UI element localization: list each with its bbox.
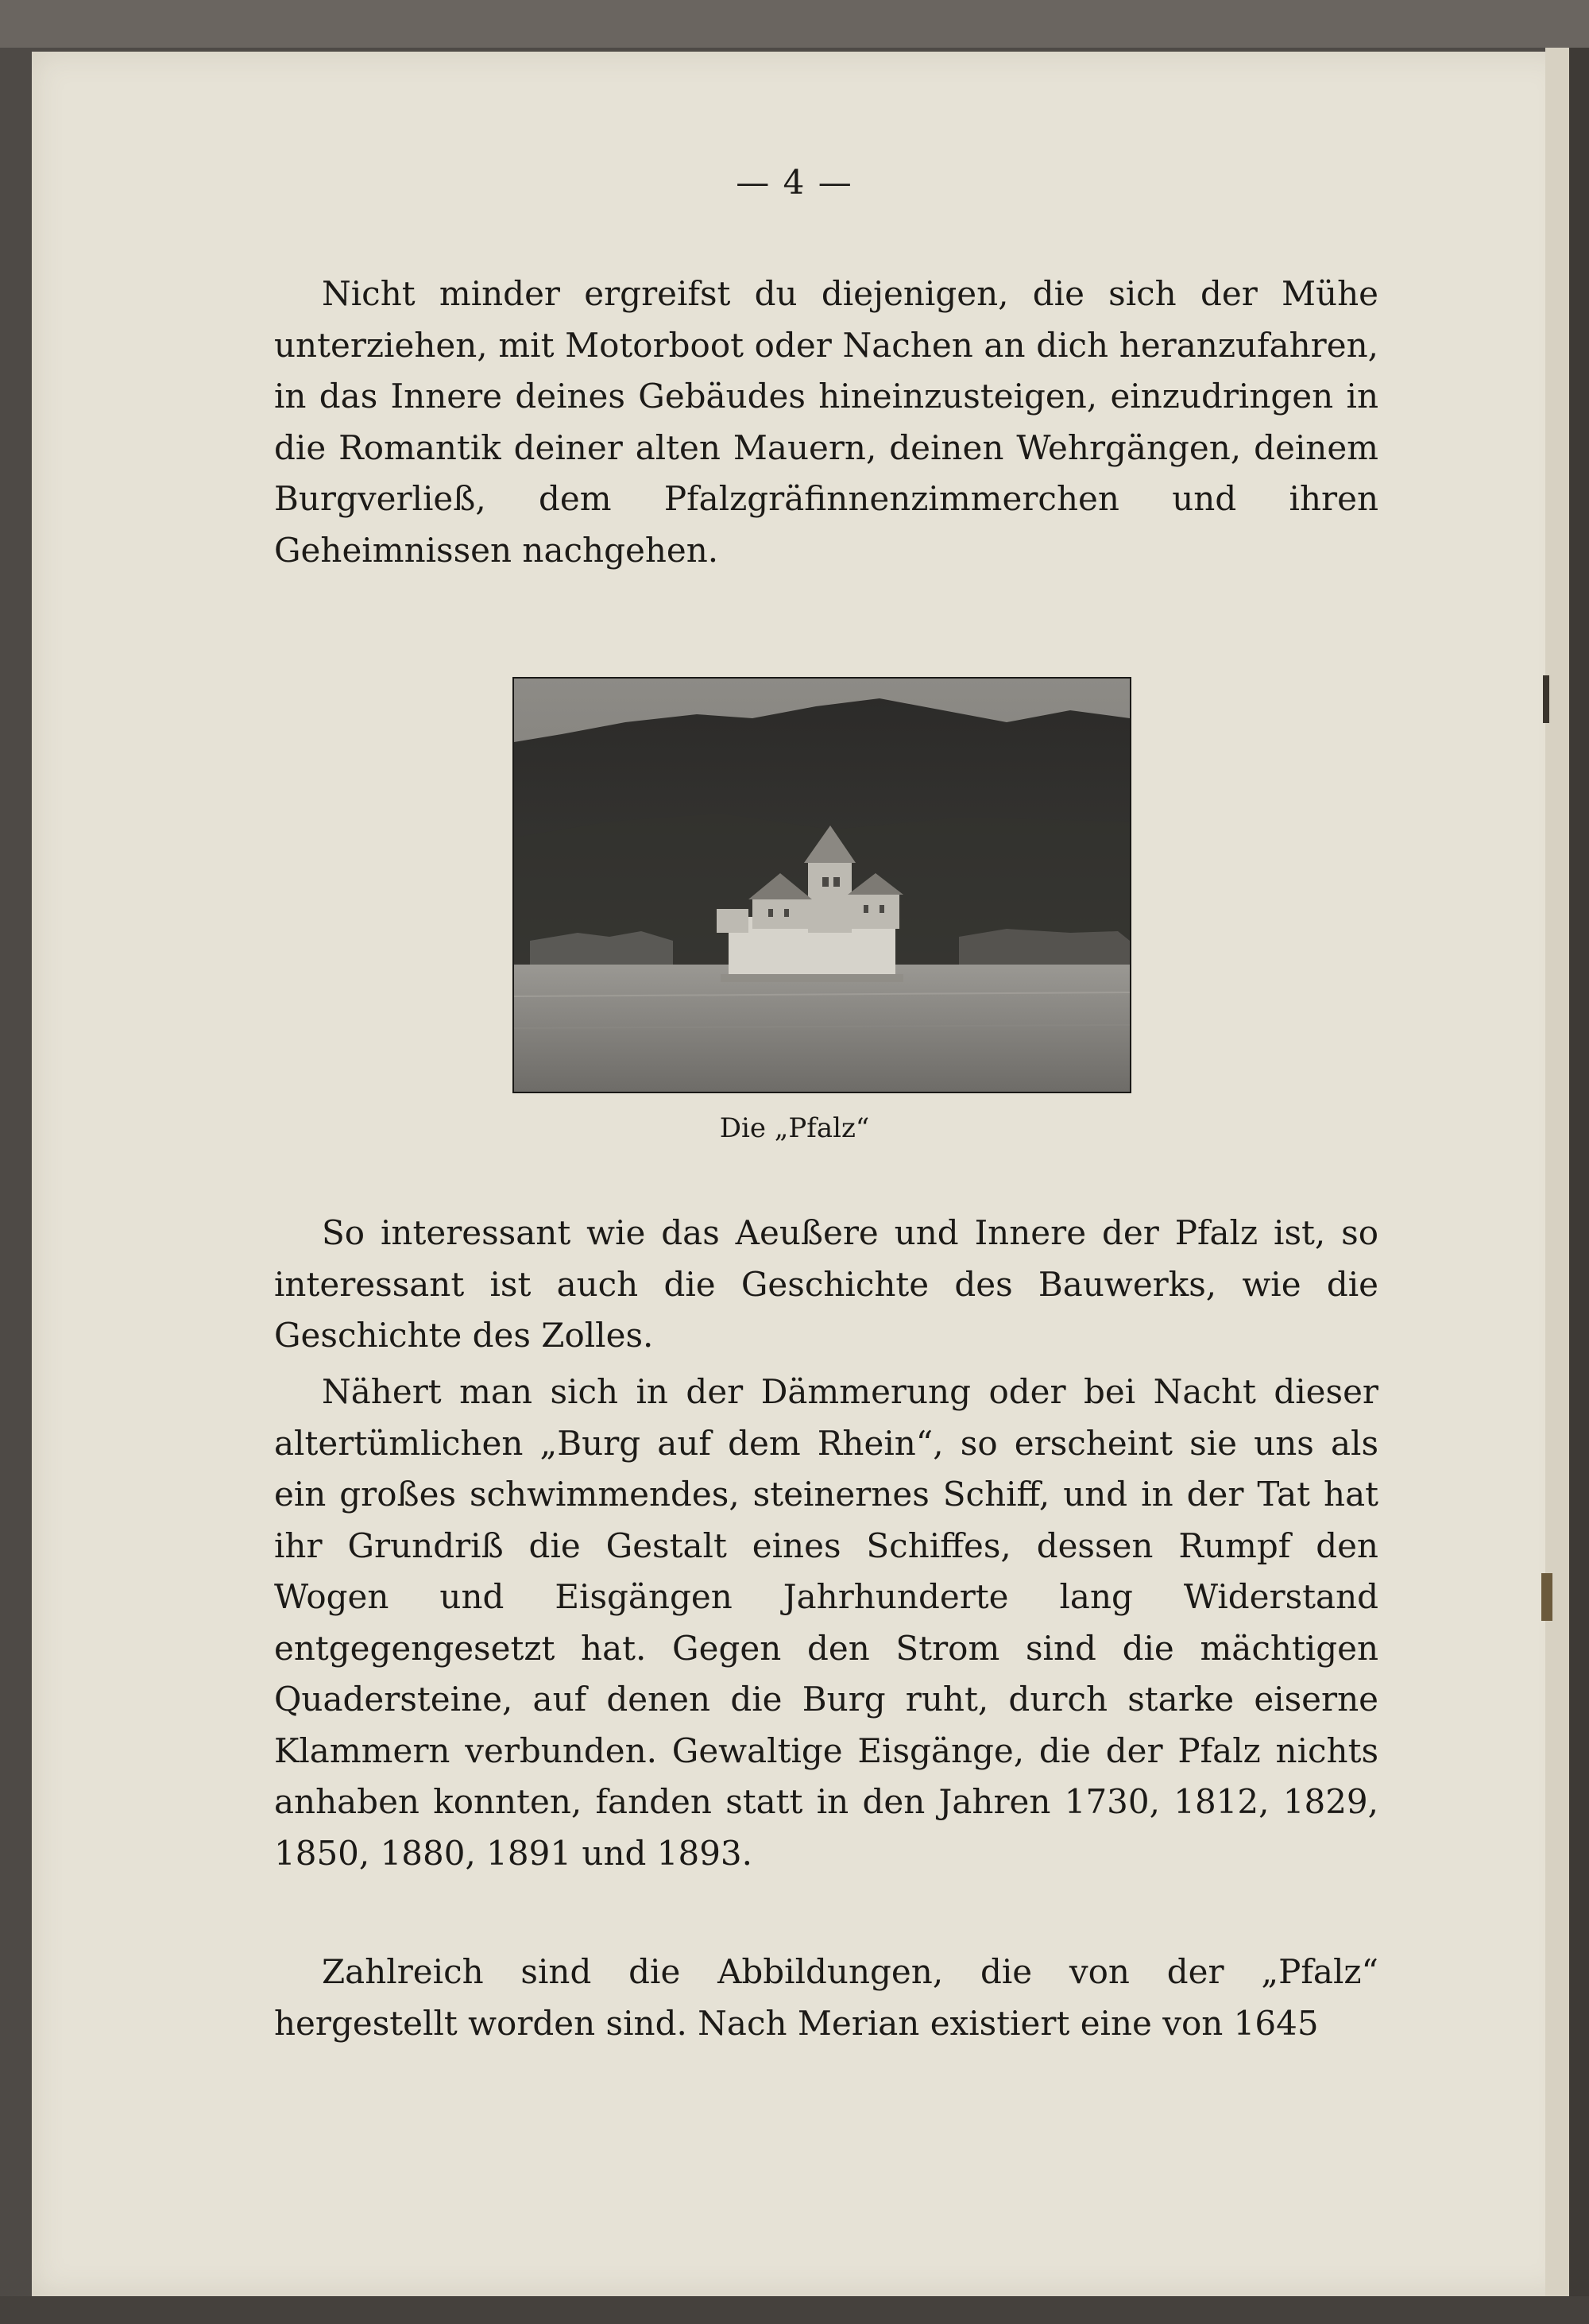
photo-pfalz-castle (512, 677, 1131, 1093)
paragraph: Nähert man sich in der Dämmerung oder bei Nacht dieser altertümlichen „Burg auf dem Rhein“, so erscheint sie uns als ein großes schwimmendes, steinernes Schiff, und in der Tat hat ihr Grundriß die Gestalt eines Schiffes, dessen Rumpf den Wogen und Eisgängen Jahrhunderte lang Widerstand entgegengesetzt hat. Gegen den Strom sind die mächtigen Quadersteine, auf denen die Burg ruht, durch starke eiserne Klammern verbunden. Gewaltige Eisgänge, die der Pfalz nichts anhaben konnten, fanden statt in den Jahren 1730, 1812, 1829, 1850, 1880, 1891 und 1893. (274, 1372, 1378, 1873)
paragraph: Zahlreich sind die Abbildungen, die von der „Pfalz“ hergestellt worden sind. Nach Merian existiert eine von 1645 (274, 1952, 1378, 2043)
scan-top-border (0, 0, 1589, 48)
figure-caption: Die „Pfalz“ (719, 1112, 870, 1144)
page-number: — 4 — (736, 163, 853, 202)
paragraph: So interessant wie das Aeußere und Innere der Pfalz ist, so interessant ist auch die Geschichte des Bauwerks, wie die Geschichte des Zolles. (274, 1213, 1378, 1355)
edge-mark (1541, 1573, 1552, 1621)
binding-shadow (1569, 48, 1589, 2324)
edge-mark (1543, 675, 1549, 723)
scan-bottom-border (0, 2296, 1589, 2324)
paragraph: Nicht minder ergreifst du diejenigen, die sich der Mühe unterziehen, mit Motorboot oder Nachen an dich heranzufahren, in das Innere deines Gebäudes hineinzusteigen, einzudringen in die Romantik deiner alten Mauern, deinen Wehrgängen, deinem Burgverließ, dem Pfalzgräfinnenzimmerchen und ihren Geheimnissen nachgehen. (274, 274, 1378, 570)
